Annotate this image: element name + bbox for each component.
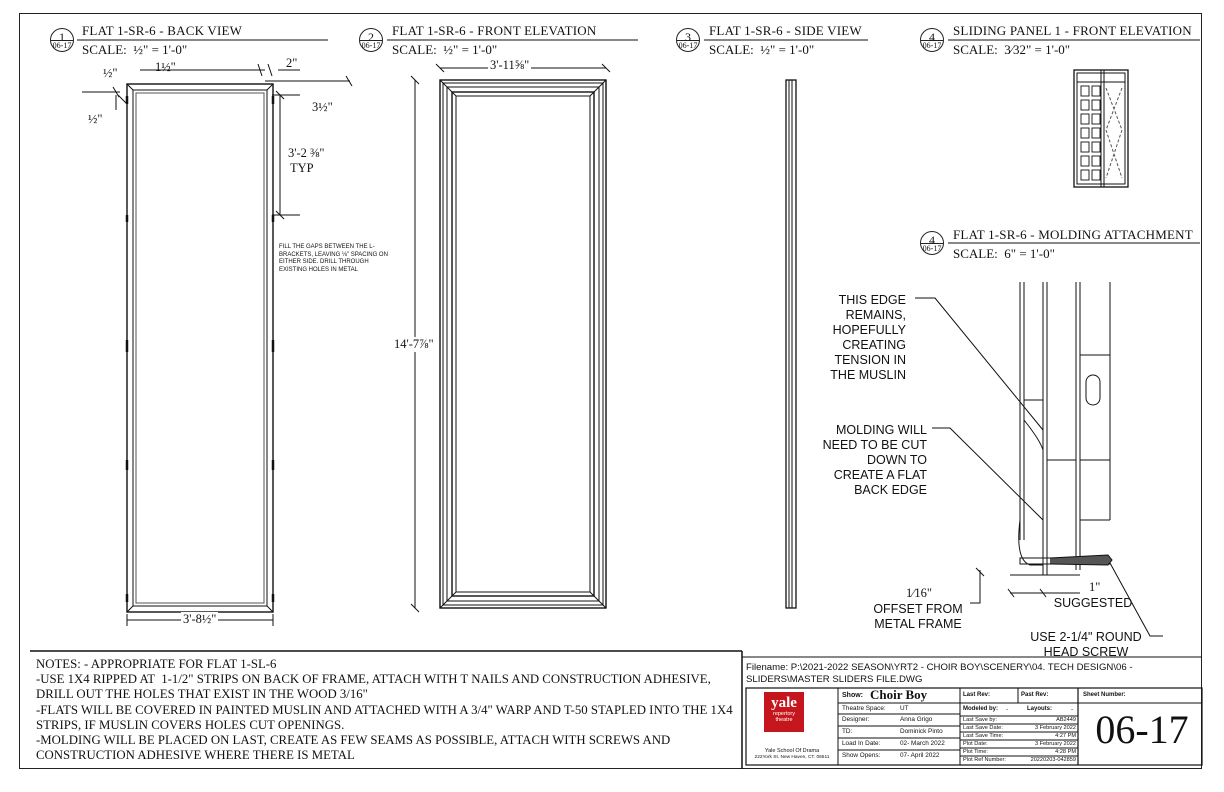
bracket-fill-note: FILL THE GAPS BETWEEN THE L-BRACKETS, LEAVING ⅛" SPACING ON EITHER SIDE. DRILL THROUGH EXISTING HOLES IN METAL (279, 244, 388, 273)
sheet-number-label: Sheet Number: (1083, 692, 1126, 698)
school-address: 222York St. New Haven, CT. 06511 (754, 755, 830, 760)
last-save-time-value: 4:27 PM (1055, 733, 1076, 739)
plot-ref-label: Plot Ref Number: (963, 757, 1006, 763)
general-notes (36, 657, 736, 763)
callout-screw: USE 2-1/4" ROUND HEAD SCREW (1030, 630, 1142, 659)
last-save-by-label: Last Save by: (963, 717, 997, 723)
note-line: -MOLDING WILL BE PLACED ON LAST, CREATE AS FEW SEAMS AS POSSIBLE, ATTACH WITH SCREWS AND CONSTRUCTION ADHESIVE WHERE THERE IS METAL (36, 733, 674, 763)
dim-sixteenth: 1⁄16" (906, 586, 932, 600)
dim-typ-length: 3'-2 ⅜" (288, 146, 325, 160)
theatre-space-value: UT (900, 705, 909, 712)
modeled-by-label: Modeled by: (963, 706, 999, 712)
dim-typ: TYP (290, 161, 314, 175)
view-number-badge: 1 06-17 (50, 28, 74, 52)
view-number-badge: 4 06-17 (920, 28, 944, 52)
sliding-panel-drawing (1074, 70, 1128, 187)
view-title: FLAT 1-SR-6 - MOLDING ATTACHMENT (953, 227, 1193, 242)
show-opens-value: 07- April 2022 (900, 752, 940, 759)
td-label: TD: (842, 728, 853, 735)
callout-suggested: SUGGESTED (1053, 596, 1133, 610)
dim-half-side: ½" (88, 112, 103, 126)
view-number-badge: 3 06-17 (676, 28, 700, 52)
yale-rep-logo: yale repertory theatre (764, 692, 804, 732)
show-opens-label: Show Opens: (842, 752, 881, 759)
last-save-time-label: Last Save Time: (963, 733, 1004, 739)
theatre-space-label: Theatre Space: (842, 705, 886, 712)
last-rev-label: Last Rev: (963, 692, 991, 698)
view-title: FLAT 1-SR-6 - BACK VIEW (82, 23, 243, 38)
dim-three-half: 3½" (312, 100, 333, 114)
view-title: FLAT 1-SR-6 - FRONT ELEVATION (392, 23, 597, 38)
view-scale: SCALE: 3⁄32" = 1'-0" (953, 42, 1071, 57)
load-in-label: Load In Date: (842, 740, 881, 747)
dim-half-top: ½" (103, 66, 118, 80)
view-scale: SCALE: 6" = 1'-0" (953, 246, 1055, 261)
front-elevation-frame (411, 64, 610, 612)
view-scale: SCALE: ½" = 1'-0" (82, 42, 188, 57)
plot-date-label: Plot Date: (963, 741, 988, 747)
view-number-badge: 2 06-17 (359, 28, 383, 52)
plot-time-value: 4:28 PM (1055, 749, 1076, 755)
view-scale: SCALE: ½" = 1'-0" (392, 42, 498, 57)
view-title: SLIDING PANEL 1 - FRONT ELEVATION (953, 23, 1192, 38)
view-number-badge: 4 06-17 (920, 231, 944, 255)
callout-edge: THIS EDGE REMAINS, HOPEFULLY CREATING TENSION IN THE MUSLIN (830, 293, 906, 382)
callout-offset: OFFSET FROM METAL FRAME (873, 602, 963, 631)
td-value: Dominick Pinto (900, 728, 943, 735)
side-view-frame (786, 80, 796, 608)
last-save-date-label: Last Save Date: (963, 725, 1003, 731)
sheet-number: 06-17 (1095, 707, 1189, 752)
plot-date-value: 3 February 2022 (1034, 741, 1076, 747)
show-label: Show: (842, 692, 863, 699)
layouts-value: - (1071, 706, 1074, 713)
past-rev-label: Past Rev: (1021, 692, 1049, 698)
plot-ref-value: 20220203-042859 (1030, 757, 1076, 763)
leader-lines (915, 298, 1163, 636)
molding-detail-drawing (976, 282, 1112, 597)
load-in-value: 02- March 2022 (900, 740, 945, 747)
modeled-by-value: - (1006, 706, 1009, 713)
callout-molding: MOLDING WILL NEED TO BE CUT DOWN TO CREATE A FLAT BACK EDGE (822, 423, 927, 497)
note-line: NOTES: - APPROPRIATE FOR FLAT 1-SL-6 (36, 657, 277, 671)
plot-time-label: Plot Time: (963, 749, 988, 755)
note-line: -FLATS WILL BE COVERED IN PAINTED MUSLIN AND ATTACHED WITH A 3/4" WARP AND T-50 STAPLED INTO THE 1X4 STRIPS, IF MUSLIN COVERS HOLES CUT OPENINGS. (36, 702, 736, 732)
designer-label: Designer: (842, 716, 870, 723)
layouts-label: Layouts: (1027, 706, 1053, 712)
dim-height-front: 14'-7⅞" (394, 337, 434, 351)
school-name: Yale School Of Drama (764, 748, 820, 754)
dim-one-inch: 1" (1089, 580, 1101, 594)
dim-width-back: 3'-8½" (183, 612, 217, 626)
last-save-by-value: AB2449 (1056, 717, 1076, 723)
view-scale: SCALE: ½" = 1'-0" (709, 42, 815, 57)
show-name: Choir Boy (870, 687, 928, 702)
last-save-date-value: 3 February 2022 (1034, 725, 1076, 731)
dim-width-front: 3'-11⅝" (490, 58, 530, 72)
dim-one-half: 1½" (155, 60, 176, 74)
dim-two: 2" (286, 56, 298, 70)
note-line: -USE 1X4 RIPPED AT 1-1/2" STRIPS ON BACK OF FRAME, ATTACH WITH T NAILS AND CONSTRUCTION ADHESIVE, DRILL OUT THE HOLES THAT EXIST IN THE WOOD 3/16" (36, 672, 714, 702)
designer-value: Anna Grigo (900, 716, 933, 723)
view-title: FLAT 1-SR-6 - SIDE VIEW (709, 23, 862, 38)
file-path: Filename: P:\2021-2022 SEASON\YRT2 - CHOIR BOY\SCENERY\04. TECH DESIGN\06 - SLIDERS\MASTER SLIDERS FILE.DWG (746, 662, 1133, 685)
